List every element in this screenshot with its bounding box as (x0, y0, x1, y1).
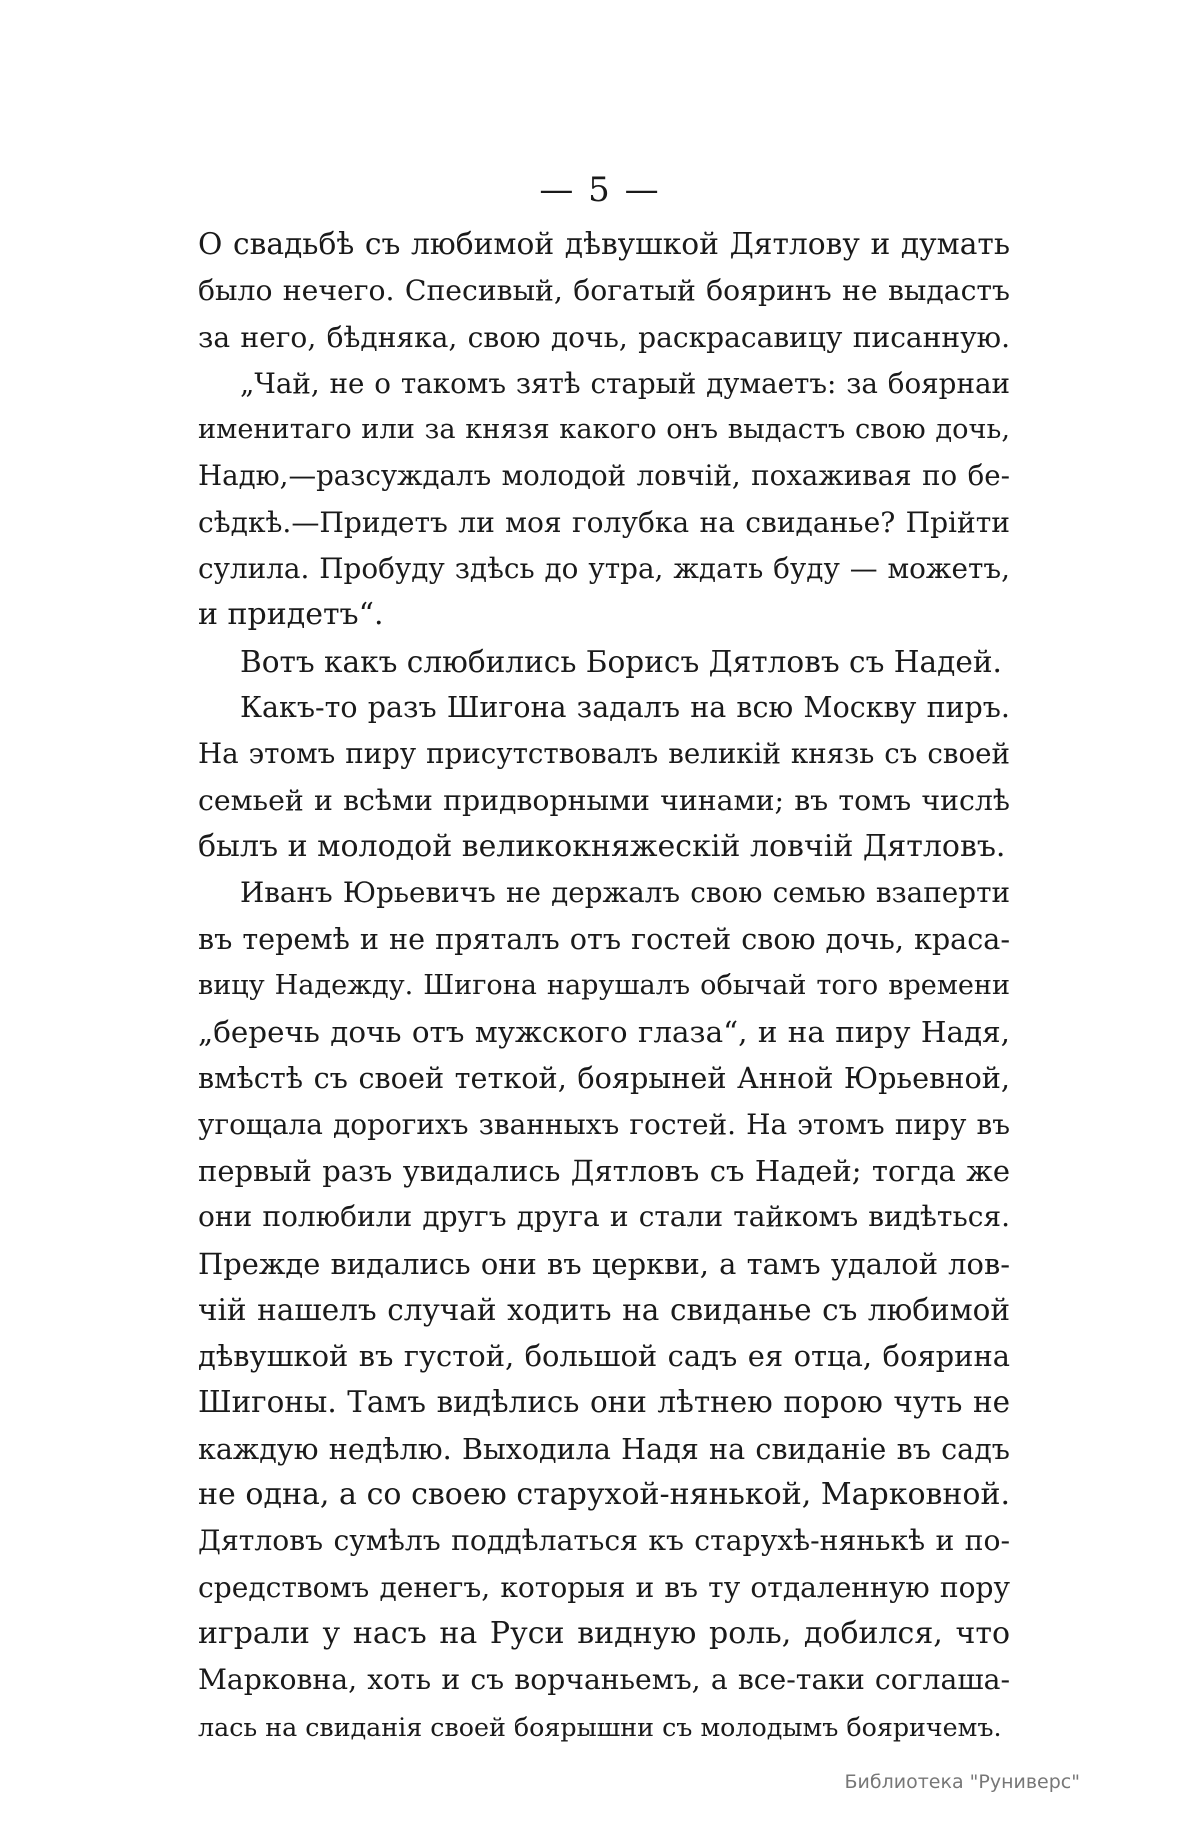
library-watermark: Библиотека "Руниверс" (844, 1771, 1080, 1793)
text-line: былъ и молодой великокняжескій ловчій Дятловъ. (198, 828, 1006, 864)
text-line: На этомъ пиру присутствовалъ великій князь съ своей (198, 737, 1010, 771)
text-line: Иванъ Юрьевичъ не держалъ свою семью взаперти (240, 876, 1010, 910)
text-line: первый разъ увидались Дятловъ съ Надей; тогда же (198, 1153, 1010, 1188)
text-line: за него, бѣдняка, свою дочь, раскрасавицу писанную. (198, 320, 1010, 354)
text-line: вмѣстѣ съ своей теткой, боярыней Анной Юрьевной, (198, 1061, 1010, 1096)
text-line: и придетъ“. (198, 597, 384, 633)
text-line: вицу Надежду. Шигона нарушалъ обычай того времени (198, 969, 1010, 1001)
text-line: Шигоны. Тамъ видѣлись они лѣтнею порою чуть не (198, 1385, 1010, 1420)
text-line: средствомъ денегъ, которыя и въ ту отдаленную пору (198, 1570, 1010, 1604)
text-line: не одна, а со своею старухой-нянькой, Марковной. (198, 1477, 1010, 1513)
text-line: играли у насъ на Руси видную роль, добился, что (198, 1615, 1010, 1651)
text-line: каждую недѣлю. Выходила Надя на свиданіе въ садъ (198, 1431, 1010, 1466)
text-line: „беречь дочь отъ мужского глаза“, и на пиру Надя, (198, 1015, 1010, 1050)
text-line: „Чай, не о такомъ зятѣ старый думаетъ: за боярнаи (240, 366, 1010, 400)
text-line: именитаго или за князя какого онъ выдастъ свою дочь, (198, 414, 1010, 446)
text-line: они полюбили другъ друга и стали тайкомъ видѣться. (198, 1200, 1010, 1234)
text-line: было нечего. Спесивый, богатый бояринъ не выдастъ (198, 274, 1010, 308)
text-line: сулила. Пробуду здѣсь до утра, ждать буду — можетъ, (198, 552, 1010, 586)
text-line: угощала дорогихъ званныхъ гостей. На этомъ пиру въ (198, 1107, 1010, 1141)
text-line: дѣвушкой въ густой, большой садъ ея отца, боярина (198, 1339, 1010, 1374)
text-line: Марковна, хоть и съ ворчаньемъ, а все-таки соглаша- (198, 1663, 1010, 1697)
text-line: семьей и всѣми придворными чинами; въ томъ числѣ (198, 783, 1010, 817)
text-line: чій нашелъ случай ходить на свиданье съ любимой (198, 1292, 1010, 1327)
text-line: Какъ-то разъ Шигона задалъ на всю Москву пиръ. (240, 690, 1010, 724)
page-number: — 5 — (539, 170, 661, 210)
text-line: въ теремѣ и не пряталъ отъ гостей свою дочь, краса- (198, 922, 1010, 957)
text-line: лась на свиданія своей боярышни съ молодымъ бояричемъ. (198, 1711, 1002, 1742)
text-line: Вотъ какъ слюбились Борисъ Дятловъ съ Надей. (240, 644, 1002, 679)
text-line: Прежде видались они въ церкви, а тамъ удалой лов- (198, 1246, 1010, 1281)
text-line: О свадьбѣ съ любимой дѣвушкой Дятлову и думать (198, 227, 1010, 262)
text-line: Надю,—разсуждалъ молодой ловчій, похаживая по бе- (198, 459, 1010, 493)
text-line: сѣдкѣ.—Придетъ ли моя голубка на свиданье? Прійти (198, 505, 1010, 539)
body-text (198, 222, 1010, 1750)
text-line: Дятловъ сумѣлъ поддѣлаться къ старухѣ-нянькѣ и по- (198, 1524, 1010, 1558)
